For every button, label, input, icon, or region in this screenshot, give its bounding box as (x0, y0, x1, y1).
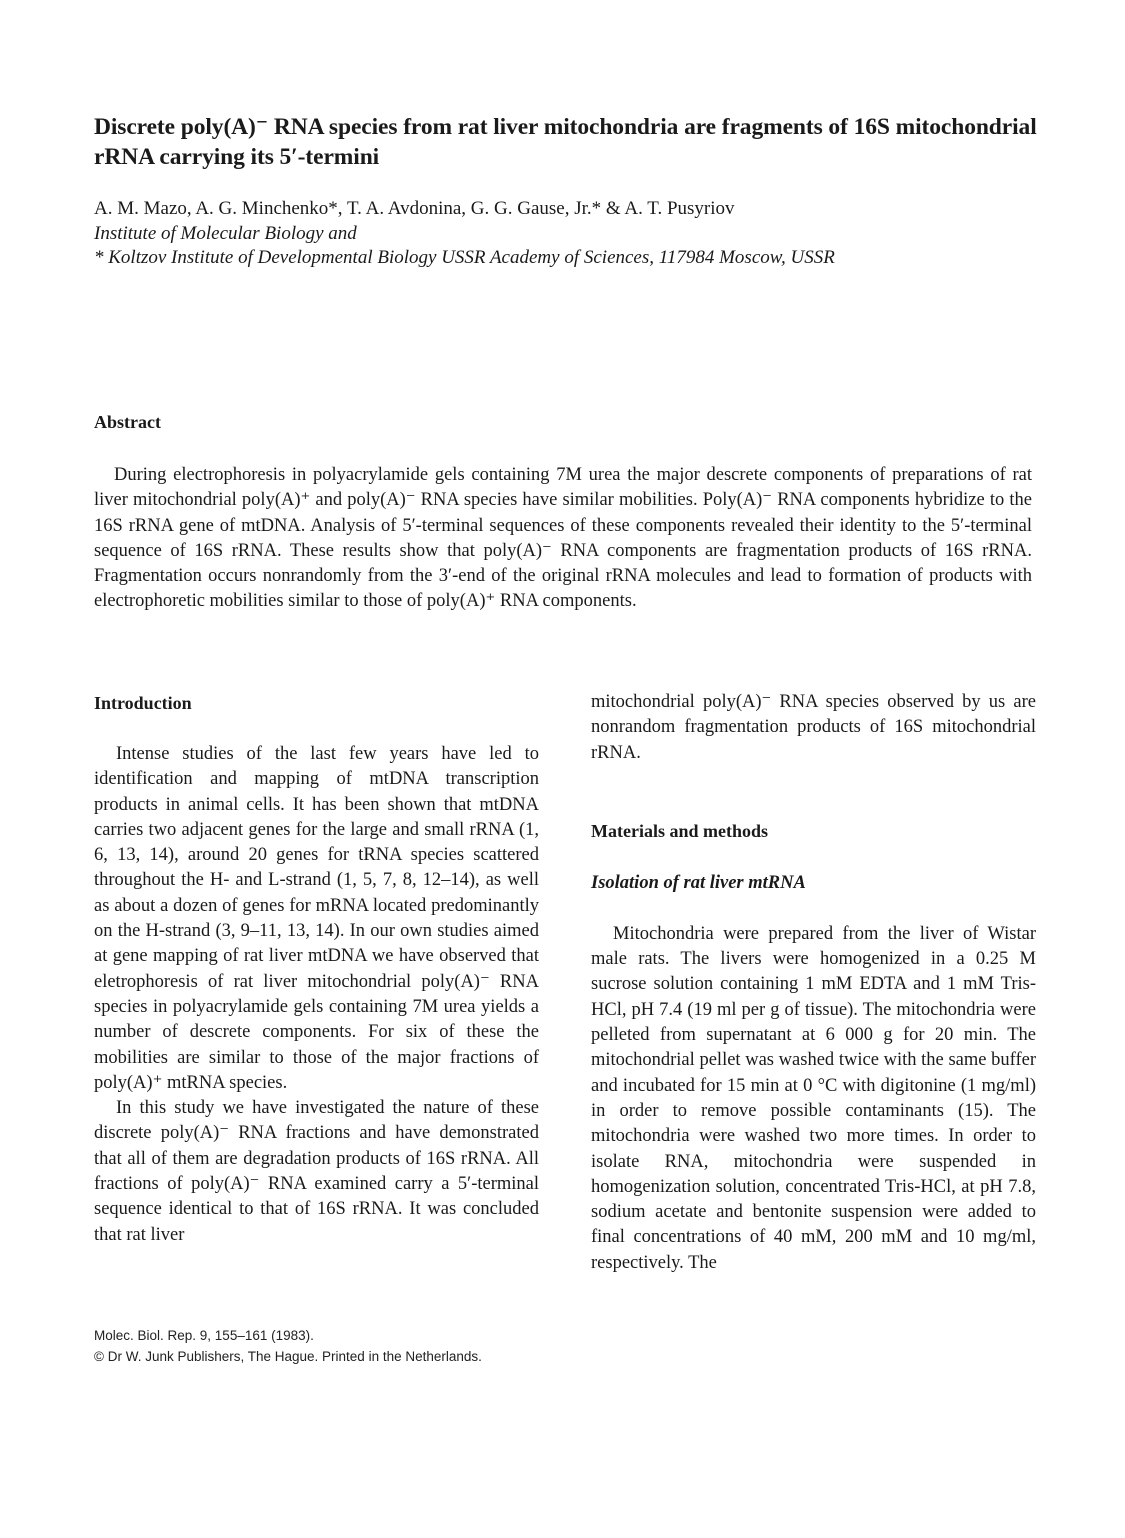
introduction-paragraph-1: Intense studies of the last few years have led to identification and mapping of mtDNA transcription products in animal cells. It has been shown that mtDNA carries two adjacent genes for the large and small rRNA (1, 6, 13, 14), around 20 genes for tRNA species scattered throughout the H- and L-strand (1, 5, 7, 8, 12–14), as well as about a dozen of genes for mRNA located predominantly on the H-strand (3, 9–11, 13, 14). In our own studies aimed at gene mapping of rat liver mtDNA we have observed that eletrophoresis of rat liver mitochondrial poly(A)⁻ RNA species in polyacrylamide gels containing 7M urea yields a number of descrete components. For six of these the mobilities are similar to those of the major fractions of poly(A)⁺ mtRNA species. (94, 744, 539, 1093)
paper-title: Discrete poly(A)⁻ RNA species from rat liver mitochondria are fragments of 16S mitochondrial rRNA carrying its 5′-termini (94, 114, 1037, 170)
abstract-text: During electrophoresis in polyacrylamide gels containing 7M urea the major descrete components of preparations of rat liver mitochondrial poly(A)⁺ and poly(A)⁻ RNA species have similar mobilities. Poly(A)⁻ RNA components hybridize to the 16S rRNA gene of mtDNA. Analysis of 5′-terminal sequences of these components revealed their identity to the 5′-terminal sequence of 16S rRNA. These results show that poly(A)⁻ RNA components are fragmentation products of 16S rRNA. Fragmentation occurs nonrandomly from the 3′-end of the original rRNA molecules and lead to formation of products with electrophoretic mobilities similar to those of poly(A)⁺ RNA components. (94, 465, 1032, 612)
affiliation-2: * Koltzov Institute of Developmental Biology USSR Academy of Sciences, 117984 Moscow, USSR (94, 247, 835, 268)
introduction-paragraph-2-continued: mitochondrial poly(A)⁻ RNA species observed by us are nonrandom fragmentation products of 16S mitochondrial rRNA. (591, 692, 1036, 763)
publisher-line: © Dr W. Junk Publishers, The Hague. Printed in the Netherlands. (94, 1349, 482, 1364)
citation-line: Molec. Biol. Rep. 9, 155–161 (1983). (94, 1328, 314, 1343)
affiliation-1: Institute of Molecular Biology and (94, 223, 357, 244)
right-column (591, 690, 1036, 1276)
page-footer (94, 1325, 482, 1367)
introduction-paragraph-2: In this study we have investigated the nature of these discrete poly(A)⁻ RNA fractions and have demonstrated that all of them are degradation products of 16S rRNA. All fractions of poly(A)⁻ RNA examined carry a 5′-terminal sequence identical to that of 16S rRNA. It was concluded that rat liver (94, 1098, 539, 1245)
methods-subheading: Isolation of rat liver mtRNA (591, 872, 806, 893)
methods-heading: Materials and methods (591, 820, 768, 841)
left-column (94, 690, 539, 1248)
methods-paragraph-1: Mitochondria were prepared from the liver of Wistar male rats. The livers were homogenized in a 0.25 M sucrose solution containing 1 mM EDTA and 1 mM Tris-HCl, pH 7.4 (19 ml per g of tissue). The mitochondria were pelleted from supernatant at 6 000 g for 20 min. The mitochondrial pellet was washed twice with the same buffer and incubated for 15 min at 0 °C with digitonine (1 mg/ml) in order to remove possible contaminants (15). The mitochondria were washed two more times. In order to isolate RNA, mitochondria were suspended in homogenization solution, concentrated Tris-HCl, at pH 7.8, sodium acetate and bentonite suspension were added to final concentrations of 40 mM, 200 mM and 10 mg/ml, respectively. The (591, 923, 1036, 1273)
introduction-heading: Introduction (94, 693, 192, 713)
author-list: A. M. Mazo, A. G. Minchenko*, T. A. Avdonina, G. G. Gause, Jr.* & A. T. Pusyriov (94, 198, 735, 219)
abstract-heading: Abstract (94, 412, 161, 432)
